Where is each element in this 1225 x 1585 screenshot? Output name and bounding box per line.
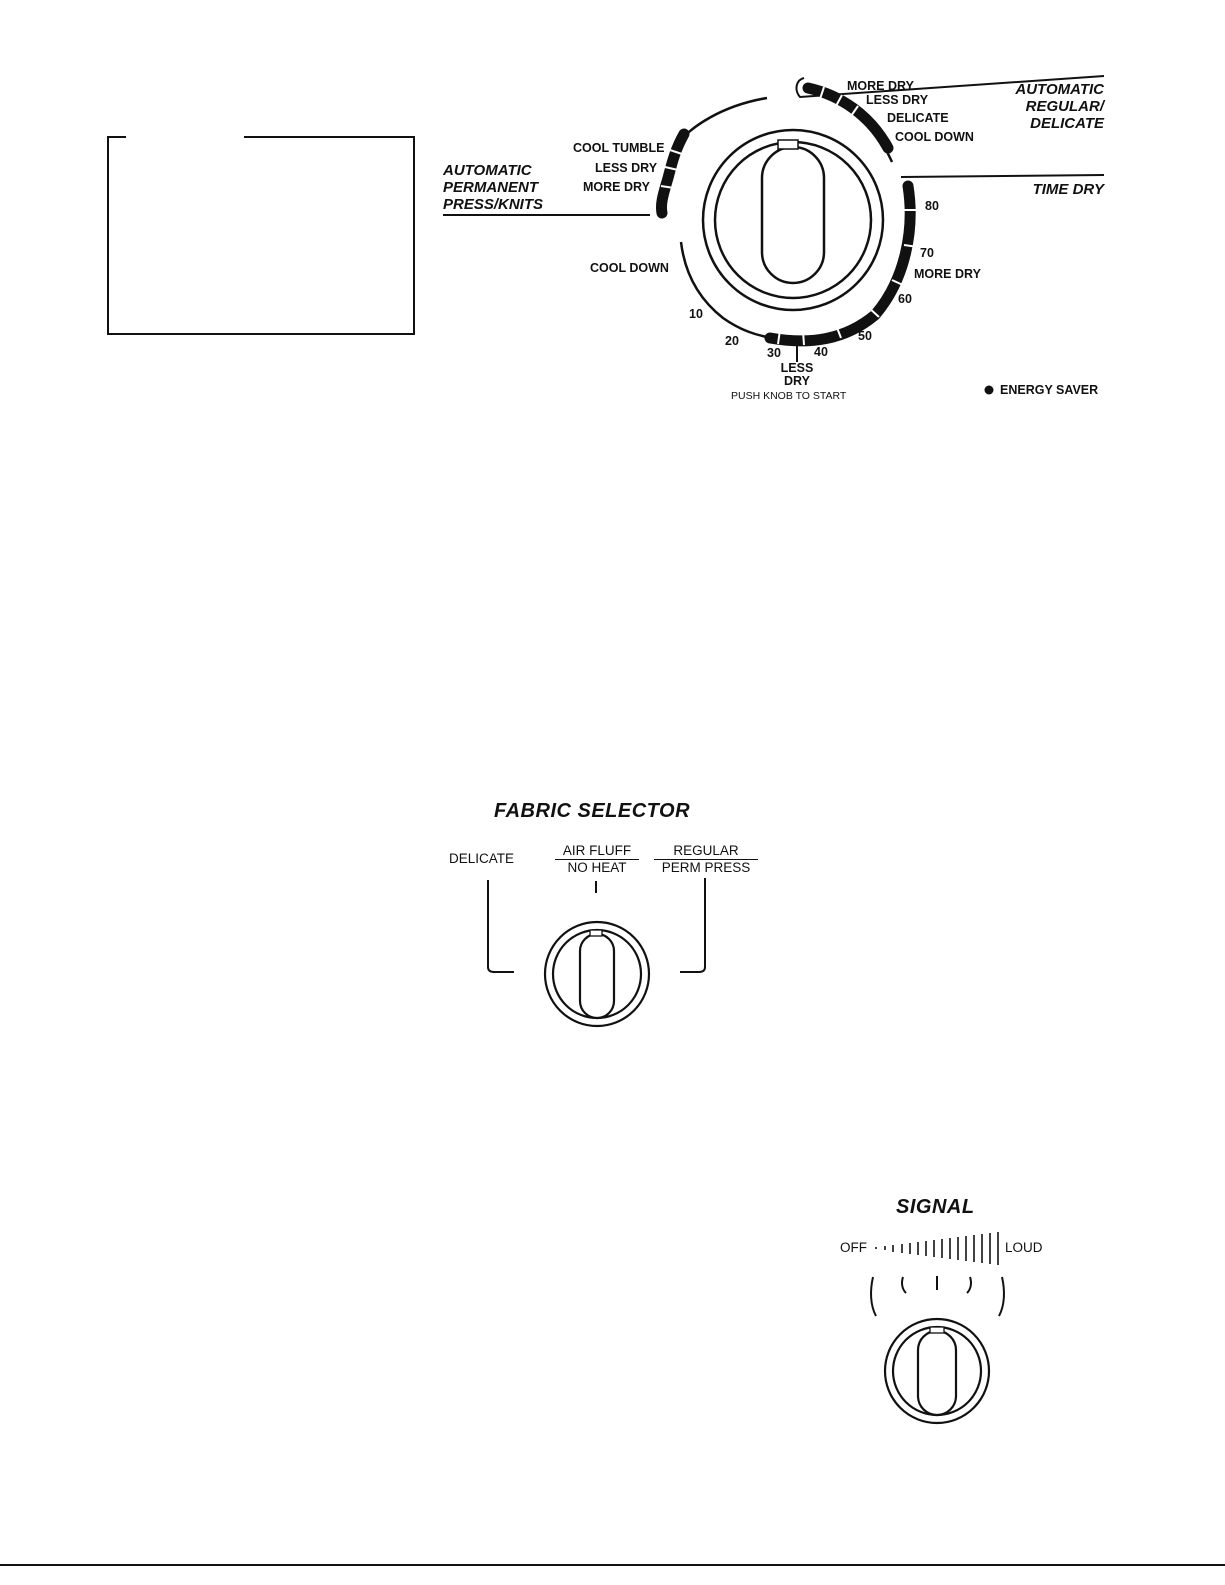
reg-more-dry-label: MORE DRY — [847, 79, 914, 93]
reg-cool-down-label: COOL DOWN — [895, 130, 974, 144]
time-tick-20: 20 — [725, 334, 739, 348]
regular-group-label: AUTOMATIC REGULAR/ DELICATE — [1015, 81, 1104, 132]
reg-less-dry-label: LESS DRY — [866, 93, 929, 107]
fabric-delicate-label: DELICATE — [449, 851, 515, 866]
fabric-air-fluff-label: AIR FLUFF NO HEAT — [555, 843, 639, 876]
time-tick-10: 10 — [689, 307, 703, 321]
perm-less-dry-label: LESS DRY — [595, 161, 658, 175]
time-tick-60: 60 — [898, 292, 912, 306]
time-tick-30: 30 — [767, 346, 781, 360]
time-tick-70: 70 — [920, 246, 934, 260]
bottom-rule — [0, 1564, 1225, 1566]
push-knob-note: PUSH KNOB TO START — [731, 390, 847, 402]
signal-volume-scale — [876, 1232, 998, 1265]
time-tick-80: 80 — [925, 199, 939, 213]
perm-more-dry-label: MORE DRY — [583, 180, 650, 194]
time-dry-group-label: TIME DRY — [1032, 181, 1104, 198]
fabric-selector-title: FABRIC SELECTOR — [494, 800, 691, 822]
time-tick-50: 50 — [858, 329, 872, 343]
perm-press-group-label: AUTOMATIC PERMANENT PRESS/KNITS — [443, 162, 544, 213]
energy-saver-label: ENERGY SAVER — [1000, 383, 1099, 397]
fabric-regular-label: REGULAR PERM PRESS — [654, 843, 758, 876]
time-less-dry-label: LESS DRY — [780, 361, 814, 388]
signal-title: SIGNAL — [896, 1196, 975, 1218]
time-tick-40: 40 — [814, 345, 828, 359]
time-cool-down-label: COOL DOWN — [590, 261, 669, 275]
signal-loud-label: LOUD — [1005, 1240, 1043, 1255]
reg-delicate-label: DELICATE — [887, 111, 949, 125]
time-more-dry-label: MORE DRY — [914, 267, 981, 281]
perm-cool-tumble-label: COOL TUMBLE — [573, 141, 665, 155]
signal-off-label: OFF — [840, 1240, 867, 1255]
signal-knob[interactable] — [885, 1319, 989, 1423]
